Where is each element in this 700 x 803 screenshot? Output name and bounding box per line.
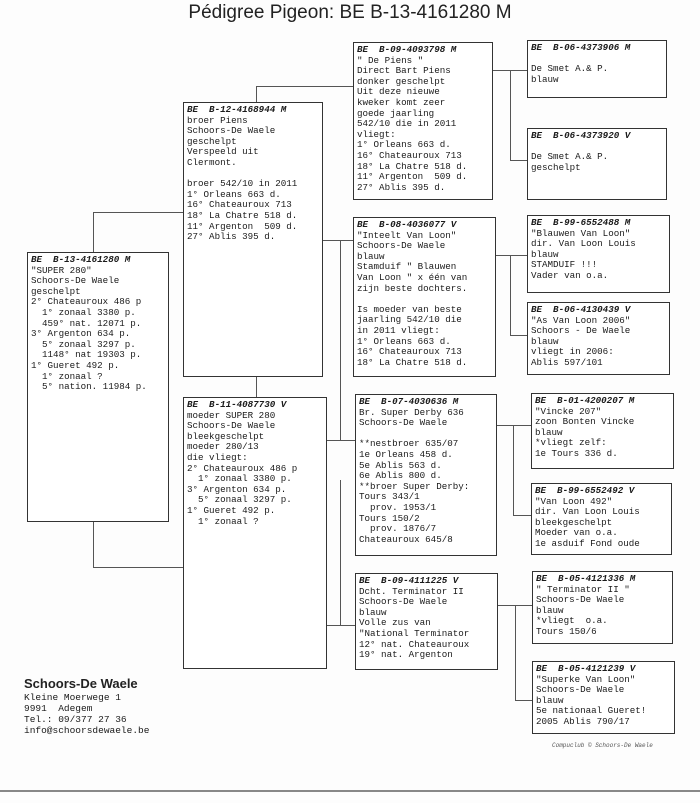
- pigeon-info-line: 12° nat. Chateauroux: [359, 638, 470, 650]
- pigeon-info-line: 1148° nat 19303 p.: [31, 349, 142, 361]
- pigeon-info-line: Direct Bart Piens: [357, 65, 451, 77]
- ring-number: BE B-09-4111225 V: [359, 575, 459, 586]
- pigeon-info-line: die vliegt:: [187, 451, 248, 463]
- pigeon-info-line: donker geschelpt: [357, 75, 446, 87]
- pigeon-info-line: 1° Gueret 492 p.: [187, 504, 276, 516]
- pigeon-info-line: 3° Argenton 634 p.: [187, 483, 287, 495]
- breeder-phone: Tel.: 09/377 27 36: [24, 714, 127, 725]
- connector: [510, 160, 527, 161]
- pigeon-info-line: broer 542/10 in 2011: [187, 178, 298, 190]
- pigeon-info-line: Verspeeld uit: [187, 146, 259, 158]
- pigeon-info-line: blauw: [359, 606, 387, 618]
- pigeon-info-line: Ablis 597/101: [531, 356, 603, 368]
- pigeon-info-line: Uit deze nieuwe: [357, 86, 440, 98]
- credit-text: Compuclub © Schoors-De Waele: [552, 742, 653, 749]
- connector: [340, 240, 341, 440]
- connector: [93, 212, 183, 213]
- ring-number: BE B-07-4030636 M: [359, 396, 459, 407]
- pigeon-info-line: blauw: [357, 250, 385, 262]
- pigeon-info-line: blauw: [535, 426, 563, 438]
- pigeon-info-line: bleekgeschelpt: [535, 516, 613, 528]
- pigeon-info-line: 18° La Chatre 518 d.: [357, 356, 468, 368]
- connector: [513, 515, 531, 516]
- pigeon-card-mfm: [531, 483, 672, 555]
- ring-number: BE B-13-4161280 M: [31, 254, 131, 265]
- ring-number: BE B-99-6552492 V: [535, 485, 635, 496]
- connector: [256, 86, 353, 87]
- pigeon-info-line: **broer Super Derby:: [359, 480, 470, 492]
- pigeon-info-line: moeder SUPER 280: [187, 409, 276, 421]
- pigeon-info-line: Volle zus van: [359, 617, 431, 629]
- pigeon-info-line: De Smet A.& P.: [531, 63, 609, 75]
- pigeon-info-line: 5e nationaal Gueret!: [536, 705, 647, 717]
- pigeon-info-line: 1° Orleans 663 d.: [357, 139, 451, 151]
- pigeon-info-line: "Van Loon 492": [535, 495, 613, 507]
- pigeon-info-line: prov. 1876/7: [359, 523, 437, 535]
- pigeon-info-line: bleekgeschelpt: [187, 430, 265, 442]
- ring-number: BE B-12-4168944 M: [187, 104, 287, 115]
- connector: [256, 86, 257, 102]
- pigeon-info-line: Schoors - De Waele: [531, 325, 631, 337]
- connector: [496, 255, 527, 256]
- pigeon-info-line: 1e Orleans 458 d.: [359, 448, 453, 460]
- connector: [327, 440, 355, 441]
- pigeon-info-line: 459° nat. 12071 p.: [31, 317, 142, 329]
- pigeon-info-line: Schoors-De Waele: [357, 240, 446, 252]
- divider: [0, 790, 700, 792]
- pigeon-info-line: "National Terminator: [359, 627, 470, 639]
- pigeon-info-line: zoon Bonten Vincke: [535, 416, 635, 428]
- connector: [323, 240, 353, 241]
- pigeon-info-line: Dcht. Terminator II: [359, 585, 464, 597]
- pigeon-info-line: Tours 343/1: [359, 491, 420, 503]
- ring-number: BE B-06-4373906 M: [531, 42, 631, 53]
- pigeon-info-line: 5° zonaal 3297 p.: [187, 494, 292, 506]
- pigeon-info-line: dir. Van Loon Louis: [535, 506, 640, 518]
- pigeon-info-line: Br. Super Derby 636: [359, 406, 464, 418]
- pigeon-info-line: 19° nat. Argenton: [359, 649, 453, 661]
- connector: [327, 625, 355, 626]
- pigeon-info-line: blauw: [531, 248, 559, 260]
- pigeon-info-line: 2° Chateauroux 486 p: [187, 462, 298, 474]
- connector: [340, 480, 341, 625]
- ring-number: BE B-99-6552488 M: [531, 217, 631, 228]
- pigeon-info-line: "As Van Loon 2006": [531, 314, 631, 326]
- pigeon-info-line: 11° Argenton 509 d.: [187, 220, 298, 232]
- pigeon-card-mmf: [532, 571, 673, 644]
- pigeon-info-line: 27° Ablis 395 d.: [187, 231, 276, 243]
- pigeon-info-line: **nestbroer 635/07: [359, 438, 459, 450]
- breeder-email-link[interactable]: info@schoorsdewaele.be: [24, 725, 150, 736]
- pigeon-info-line: blauw: [531, 335, 559, 347]
- pigeon-info-line: geschelpt: [31, 285, 81, 297]
- pigeon-info-line: STAMDUIF !!!: [531, 259, 598, 271]
- page-title: Pédigree Pigeon: BE B-13-4161280 M: [188, 2, 512, 23]
- pigeon-card-mff: [531, 393, 674, 469]
- pigeon-info-line: 16° Chateauroux 713: [357, 346, 462, 358]
- pigeon-info-line: 18° La Chatre 518 d.: [357, 160, 468, 172]
- connector: [513, 425, 514, 515]
- pigeon-info-line: De Smet A.& P.: [531, 151, 609, 163]
- pigeon-info-line: 6e Ablis 800 d.: [359, 470, 442, 482]
- pigeon-info-line: 16° Chateauroux 713: [357, 149, 462, 161]
- pigeon-info-line: Clermont.: [187, 156, 237, 168]
- pigeon-info-line: Tours 150/2: [359, 512, 420, 524]
- pigeon-info-line: geschelpt: [187, 135, 237, 147]
- pigeon-info-line: geschelpt: [531, 161, 581, 173]
- pigeon-info-line: Moeder van o.a.: [535, 527, 618, 539]
- pigeon-info-line: 5° nation. 11984 p.: [31, 381, 147, 393]
- pigeon-info-line: 5e Ablis 563 d.: [359, 459, 442, 471]
- pigeon-info-line: 11° Argenton 509 d.: [357, 171, 468, 183]
- pigeon-info-line: Is moeder van beste: [357, 303, 462, 315]
- pigeon-card-mmm: [532, 661, 675, 734]
- pigeon-info-line: Schoors-De Waele: [31, 275, 120, 287]
- pigeon-info-line: 2005 Ablis 790/17: [536, 715, 630, 727]
- connector: [515, 700, 532, 701]
- pigeon-info-line: 1° zonaal 3380 p.: [31, 306, 136, 318]
- pigeon-card-mf: [355, 394, 497, 556]
- breeder-address-city: 9991 Adegem: [24, 703, 93, 714]
- pigeon-info-line: moeder 280/13: [187, 441, 259, 453]
- pigeon-info-line: broer Piens: [187, 114, 248, 126]
- pigeon-card-fmm: [527, 302, 670, 375]
- pigeon-card-mm: [355, 573, 498, 670]
- pigeon-info-line: Schoors-De Waele: [187, 125, 276, 137]
- pigeon-info-line: *vliegt o.a.: [536, 615, 608, 627]
- pigeon-info-line: Schoors-De Waele: [536, 594, 625, 606]
- pigeon-info-line: 1e Tours 336 d.: [535, 447, 618, 459]
- pigeon-info-line: Chateauroux 645/8: [359, 533, 453, 545]
- pigeon-info-line: vliegt:: [357, 128, 396, 140]
- ring-number: BE B-06-4130439 V: [531, 304, 631, 315]
- pigeon-info-line: 1° zonaal 3380 p.: [187, 473, 292, 485]
- pigeon-info-line: 1° Gueret 492 p.: [31, 359, 120, 371]
- pigeon-info-line: goede jaarling: [357, 107, 435, 119]
- ring-number: BE B-11-4087730 V: [187, 399, 287, 410]
- pigeon-info-line: 2° Chateauroux 486 p: [31, 296, 142, 308]
- pigeon-info-line: Schoors-De Waele: [359, 596, 448, 608]
- pigeon-info-line: Van Loon " x één van: [357, 271, 468, 283]
- connector: [497, 425, 531, 426]
- pigeon-info-line: "Superke Van Loon": [536, 673, 636, 685]
- breeder-address-street: Kleine Moerwege 1: [24, 692, 121, 703]
- pigeon-info-line: Schoors-De Waele: [536, 684, 625, 696]
- pigeon-info-line: Tours 150/6: [536, 625, 597, 637]
- pigeon-info-line: "Inteelt Van Loon": [357, 229, 457, 241]
- pigeon-info-line: 3° Argenton 634 p.: [31, 328, 131, 340]
- connector: [93, 212, 94, 252]
- pigeon-card-fff: [527, 40, 667, 98]
- pigeon-card-fmf: [527, 215, 670, 293]
- ring-number: BE B-05-4121336 M: [536, 573, 636, 584]
- connector: [510, 70, 511, 160]
- pigeon-info-line: prov. 1953/1: [359, 501, 437, 513]
- pigeon-info-line: 1° zonaal ?: [187, 515, 259, 527]
- pigeon-info-line: 1° zonaal ?: [31, 370, 103, 382]
- pigeon-info-line: dir. Van Loon Louis: [531, 238, 636, 250]
- pigeon-info-line: " Terminator II ": [536, 583, 630, 595]
- pigeon-info-line: blauw: [536, 604, 564, 616]
- pigeon-info-line: 1° Orleans 663 d.: [357, 335, 451, 347]
- pigeon-info-line: 1° Orleans 663 d.: [187, 188, 281, 200]
- pigeon-info-line: "Blauwen Van Loon": [531, 227, 631, 239]
- connector: [93, 522, 94, 567]
- pigeon-info-line: 16° Chateauroux 713: [187, 199, 292, 211]
- ring-number: BE B-09-4093798 M: [357, 44, 457, 55]
- pigeon-info-line: 27° Ablis 395 d.: [357, 181, 446, 193]
- ring-number: BE B-01-4200207 M: [535, 395, 635, 406]
- connector: [93, 567, 183, 568]
- pigeon-info-line: 1e asduif Fond oude: [535, 537, 640, 549]
- pigeon-info-line: Schoors-De Waele: [359, 417, 448, 429]
- pigeon-info-line: "SUPER 280": [31, 264, 92, 276]
- pigeon-card-subject: [27, 252, 169, 522]
- pigeon-info-line: " De Piens ": [357, 54, 424, 66]
- pigeon-info-line: Vader van o.a.: [531, 269, 609, 281]
- ring-number: BE B-05-4121239 V: [536, 663, 636, 674]
- connector: [510, 335, 527, 336]
- ring-number: BE B-08-4036077 V: [357, 219, 457, 230]
- connector: [510, 255, 511, 335]
- pigeon-info-line: blauw: [531, 73, 559, 85]
- pigeon-info-line: Schoors-De Waele: [187, 420, 276, 432]
- pigeon-info-line: jaarling 542/10 die: [357, 314, 462, 326]
- pigeon-info-line: Stamduif " Blauwen: [357, 261, 457, 273]
- breeder-name: Schoors-De Waele: [24, 676, 138, 691]
- pigeon-info-line: kweker komt zeer: [357, 96, 446, 108]
- pigeon-info-line: 18° La Chatre 518 d.: [187, 209, 298, 221]
- pigeon-info-line: "Vincke 207": [535, 405, 602, 417]
- pigeon-info-line: vliegt in 2006:: [531, 346, 614, 358]
- pigeon-card-mother: [183, 397, 327, 669]
- pigeon-card-father: [183, 102, 323, 377]
- pigeon-info-line: zijn beste dochters.: [357, 282, 468, 294]
- connector: [256, 377, 257, 397]
- pigeon-info-line: *vliegt zelf:: [535, 437, 607, 449]
- pigeon-card-ff: [353, 42, 493, 200]
- pigeon-info-line: 542/10 die in 2011: [357, 118, 457, 130]
- connector: [515, 605, 516, 700]
- pigeon-card-ffm: [527, 128, 667, 200]
- pigeon-info-line: in 2011 vliegt:: [357, 324, 440, 336]
- pigeon-info-line: blauw: [536, 694, 564, 706]
- ring-number: BE B-06-4373920 V: [531, 130, 631, 141]
- pigeon-info-line: 5° zonaal 3297 p.: [31, 338, 136, 350]
- pigeon-card-fm: [353, 217, 496, 377]
